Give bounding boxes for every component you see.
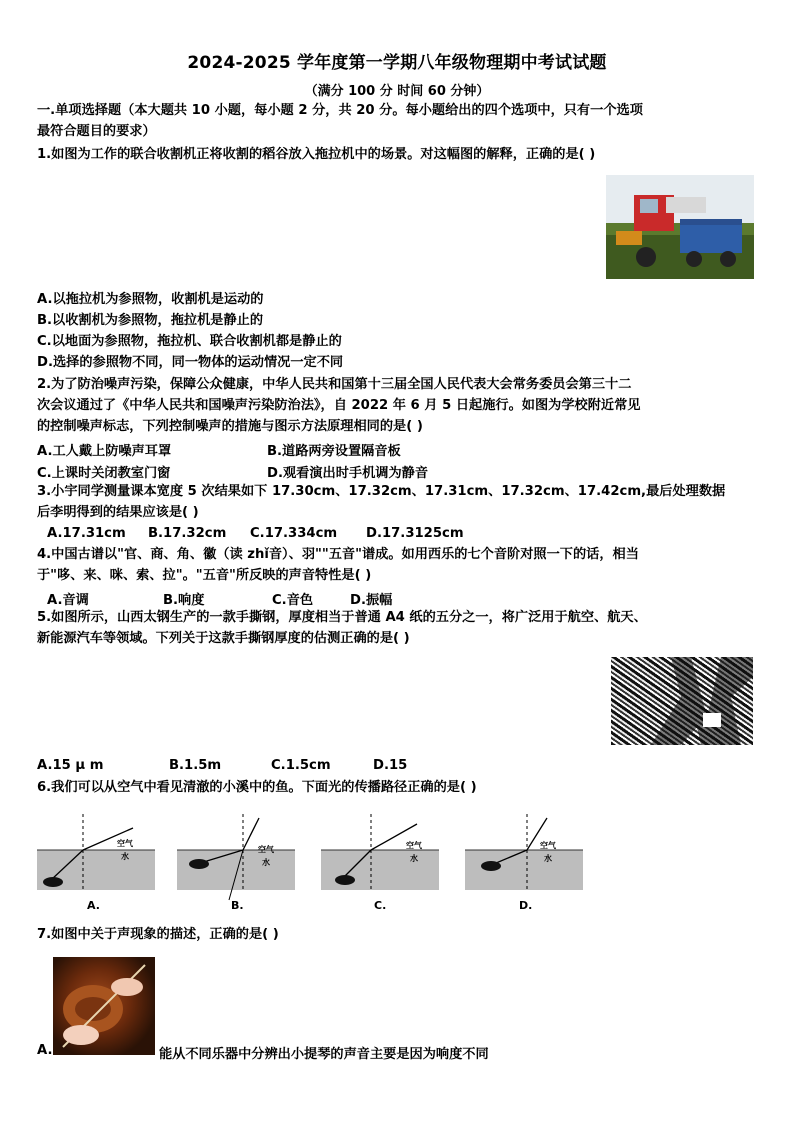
- figure-b-water-label: 水: [262, 858, 270, 867]
- q1-option-a: A.以拖拉机为参照物，收割机是运动的: [37, 292, 264, 307]
- exam-title: 2024-2025 学年度第一学期八年级物理期中考试试题: [187, 53, 607, 73]
- harvester-illustration: [606, 175, 754, 279]
- q2-stem-line1: 2.为了防治噪声污染，保障公众健康，中华人民共和国第十三届全国人民代表大会常务委员会第三十二: [37, 377, 632, 392]
- q1-option-c: C.以地面为参照物，拖拉机、联合收割机都是静止的: [37, 334, 342, 349]
- q5-option-b: B.1.5m: [169, 758, 222, 773]
- steel-foil-illustration: [611, 657, 753, 745]
- figure-c-air-label: 空气: [406, 841, 422, 850]
- figure-b-label: B.: [231, 899, 244, 912]
- q4-option-c: C.音色: [272, 593, 314, 608]
- light-path-figure-c: [321, 814, 439, 904]
- light-path-figure-a: [37, 814, 155, 904]
- q4-option-d: D.振幅: [350, 593, 393, 608]
- q2-stem-line3: 的控制噪声标志，下列控制噪声的措施与图示方法原理相同的是( ): [37, 419, 423, 434]
- light-path-diagram-a: [37, 814, 155, 904]
- light-path-diagram-d: [465, 814, 583, 904]
- light-path-figure-b: [177, 814, 295, 904]
- q2-option-c: C.上课时关闭教室门窗: [37, 466, 171, 481]
- steel-foil-photo: [611, 657, 753, 745]
- q2-stem-line2: 次会议通过了《中华人民共和国噪声污染防治法》，自 2022 年 6 月 5 日起施行。如图为学校附近常见: [37, 398, 641, 413]
- harvester-photo: [606, 175, 754, 279]
- figure-a-water-label: 水: [121, 852, 129, 861]
- figure-c-water-label: 水: [410, 854, 418, 863]
- light-path-diagram-c: [321, 814, 439, 904]
- q2-option-d: D.观看演出时手机调为静音: [267, 466, 429, 481]
- q4-option-b: B.响度: [163, 593, 205, 608]
- q6-stem: 6.我们可以从空气中看见清澈的小溪中的鱼。下面光的传播路径正确的是( ): [37, 780, 477, 795]
- figure-a-label: A.: [87, 899, 100, 912]
- figure-d-air-label: 空气: [540, 841, 556, 850]
- q5-option-d: D.15: [373, 758, 408, 773]
- q5-stem-line2: 新能源汽车等领域。下列关于这款手撕钢厚度的估测正确的是( ): [37, 631, 410, 646]
- q1-option-b: B.以收割机为参照物，拖拉机是静止的: [37, 313, 264, 328]
- q7-option-a-prefix: A.: [37, 1043, 53, 1058]
- section1-instructions-cont: 最符合题目的要求）: [37, 124, 156, 139]
- figure-d-water-label: 水: [544, 854, 552, 863]
- q3-option-c: C.17.334cm: [250, 526, 338, 541]
- light-path-diagram-b: [177, 814, 295, 904]
- q3-option-a: A.17.31cm: [47, 526, 126, 541]
- q4-stem-line1: 4.中国古谱以"官、商、角、徽（读 zhǐ音）、羽""五音"谱成。如用西乐的七个音阶对照一下的话，相当: [37, 547, 639, 562]
- q5-option-a: A.15 μ m: [37, 758, 104, 773]
- figure-b-air-label: 空气: [258, 845, 274, 854]
- q7-stem: 7.如图中关于声现象的描述，正确的是( ): [37, 927, 279, 942]
- q1-stem: 1.如图为工作的联合收割机正将收割的稻谷放入拖拉机中的场景。对这幅图的解释，正确的是( ): [37, 147, 596, 162]
- light-path-figure-d: [465, 814, 583, 904]
- section1-instructions: 一.单项选择题（本大题共 10 小题，每小题 2 分，共 20 分。每小题给出的四个选项中，只有一个选项: [37, 103, 643, 118]
- violin-photo: [53, 957, 155, 1055]
- figure-c-label: C.: [374, 899, 387, 912]
- q4-stem-line2: 于"哆、来、咪、索、拉"。"五音"所反映的声音特性是( ): [37, 568, 372, 583]
- q4-option-a: A.音调: [47, 593, 89, 608]
- exam-subtitle: （满分 100 分 时间 60 分钟）: [304, 84, 490, 99]
- q2-option-a: A.工人戴上防噪声耳罩: [37, 444, 172, 459]
- q3-stem-line2: 后李明得到的结果应该是( ): [37, 505, 199, 520]
- q7-option-a-text: 能从不同乐器中分辨出小提琴的声音主要是因为响度不同: [159, 1047, 489, 1062]
- q3-option-d: D.17.3125cm: [366, 526, 464, 541]
- q5-option-c: C.1.5cm: [271, 758, 331, 773]
- q1-option-d: D.选择的参照物不同，同一物体的运动情况一定不同: [37, 355, 344, 370]
- q3-option-b: B.17.32cm: [148, 526, 227, 541]
- q3-stem-line1: 3.小宇同学测量课本宽度 5 次结果如下 17.30cm、17.32cm、17.31cm、17.32cm、17.42cm,最后处理数据: [37, 484, 726, 499]
- q5-stem-line1: 5.如图所示，山西太钢生产的一款手撕钢，厚度相当于普通 A4 纸的五分之一，将广泛用于航空、航天、: [37, 610, 647, 625]
- figure-a-air-label: 空气: [117, 839, 133, 848]
- q2-option-b: B.道路两旁设置隔音板: [267, 444, 401, 459]
- figure-d-label: D.: [519, 899, 533, 912]
- violin-illustration: [53, 957, 155, 1055]
